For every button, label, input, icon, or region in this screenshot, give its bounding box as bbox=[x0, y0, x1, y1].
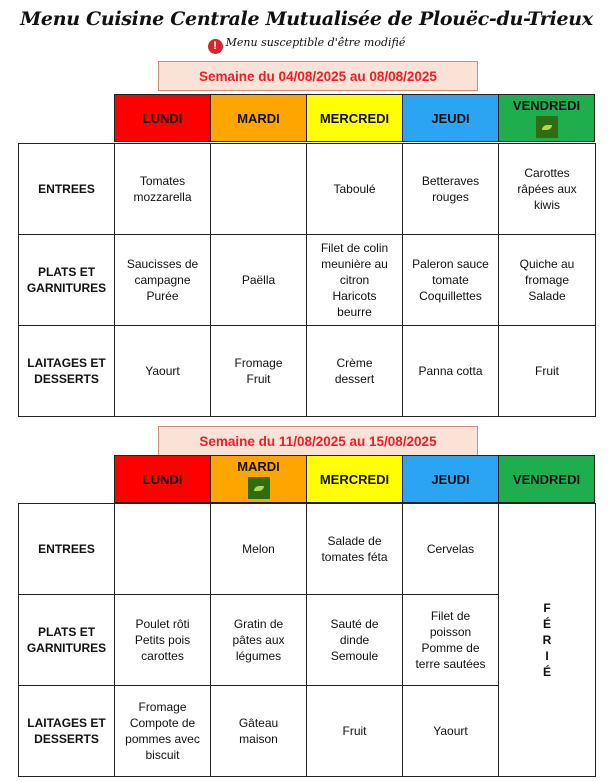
menu-cell: Salade de tomates féta bbox=[307, 504, 403, 595]
row-plats bbox=[19, 235, 596, 326]
week-1-day-mercredi bbox=[306, 94, 403, 142]
day-label: MERCREDI bbox=[319, 110, 390, 126]
week-2-day-mardi bbox=[210, 455, 307, 503]
week-1-menu-table bbox=[18, 143, 596, 417]
menu-cell: Panna cotta bbox=[403, 326, 499, 417]
day-label: JEUDI bbox=[431, 471, 470, 487]
week-2-day-mercredi bbox=[306, 455, 403, 503]
day-label: MARDI bbox=[237, 110, 280, 126]
day-label: MERCREDI bbox=[319, 471, 390, 487]
menu-cell: Filet de colin meunière au citron Haricots beurre bbox=[307, 235, 403, 326]
row-header: LAITAGES ET DESSERTS bbox=[19, 326, 115, 417]
menu-cell: Cervelas bbox=[403, 504, 499, 595]
day-label: MARDI bbox=[237, 459, 280, 474]
menu-cell: Melon bbox=[211, 504, 307, 595]
menu-cell: Fromage Compote de pommes avec biscuit bbox=[115, 686, 211, 777]
menu-cell: Gratin de pâtes aux légumes bbox=[211, 595, 307, 686]
menu-cell: Taboulé bbox=[307, 144, 403, 235]
menu-cell: Paleron sauce tomate Coquillettes bbox=[403, 235, 499, 326]
menu-cell: Poulet rôti Petits pois carottes bbox=[115, 595, 211, 686]
menu-cell: Filet de poisson Pomme de terre sautées bbox=[403, 595, 499, 686]
menu-cell: Yaourt bbox=[403, 686, 499, 777]
menu-cell: Carottes râpées aux kiwis bbox=[499, 144, 596, 235]
page-title: Menu Cuisine Centrale Mutualisée de Plouëc-du-Trieux bbox=[20, 8, 593, 30]
day-label: VENDREDI bbox=[512, 98, 581, 113]
menu-cell bbox=[211, 144, 307, 235]
ferie-holiday-cell: F É R I É bbox=[499, 504, 596, 777]
day-label: LUNDI bbox=[142, 471, 183, 487]
week-2-menu-table bbox=[18, 503, 596, 777]
row-header: LAITAGES ET DESSERTS bbox=[19, 686, 115, 777]
menu-cell bbox=[115, 504, 211, 595]
menu-cell: Saucisses de campagne Purée bbox=[115, 235, 211, 326]
week-1-day-lundi bbox=[114, 94, 211, 142]
row-header: PLATS ET GARNITURES bbox=[19, 595, 115, 686]
menu-cell: Paëlla bbox=[211, 235, 307, 326]
eco-label-icon bbox=[536, 116, 558, 138]
row-header: ENTREES bbox=[19, 144, 115, 235]
row-header: ENTREES bbox=[19, 504, 115, 595]
row-desserts bbox=[19, 326, 596, 417]
day-label: JEUDI bbox=[431, 110, 470, 126]
day-label: LUNDI bbox=[142, 110, 183, 126]
week-1-day-vendredi bbox=[498, 94, 595, 142]
menu-cell: Sauté de dinde Semoule bbox=[307, 595, 403, 686]
exclamation-circle-icon: ! bbox=[208, 39, 223, 54]
subtitle-text: Menu susceptible d'être modifié bbox=[225, 36, 406, 49]
menu-cell: Betteraves rouges bbox=[403, 144, 499, 235]
week-1-day-mardi bbox=[210, 94, 307, 142]
menu-cell: Gâteau maison bbox=[211, 686, 307, 777]
week-2-day-lundi bbox=[114, 455, 211, 503]
week-2-day-jeudi bbox=[402, 455, 499, 503]
week-1-day-jeudi bbox=[402, 94, 499, 142]
row-entrees bbox=[19, 144, 596, 235]
week-2-day-vendredi bbox=[498, 455, 595, 503]
menu-cell: Yaourt bbox=[115, 326, 211, 417]
row-header: PLATS ET GARNITURES bbox=[19, 235, 115, 326]
week-2-label: Semaine du 11/08/2025 au 15/08/2025 bbox=[158, 426, 478, 456]
row-entrees bbox=[19, 504, 596, 595]
eco-label-icon bbox=[248, 477, 270, 499]
menu-cell: Crème dessert bbox=[307, 326, 403, 417]
menu-cell: Fromage Fruit bbox=[211, 326, 307, 417]
page-subtitle bbox=[0, 36, 613, 54]
menu-cell: Fruit bbox=[499, 326, 596, 417]
day-label: VENDREDI bbox=[512, 471, 581, 487]
menu-cell: Tomates mozzarella bbox=[115, 144, 211, 235]
week-1-label: Semaine du 04/08/2025 au 08/08/2025 bbox=[158, 61, 478, 91]
menu-cell: Quiche au fromage Salade bbox=[499, 235, 596, 326]
menu-cell: Fruit bbox=[307, 686, 403, 777]
